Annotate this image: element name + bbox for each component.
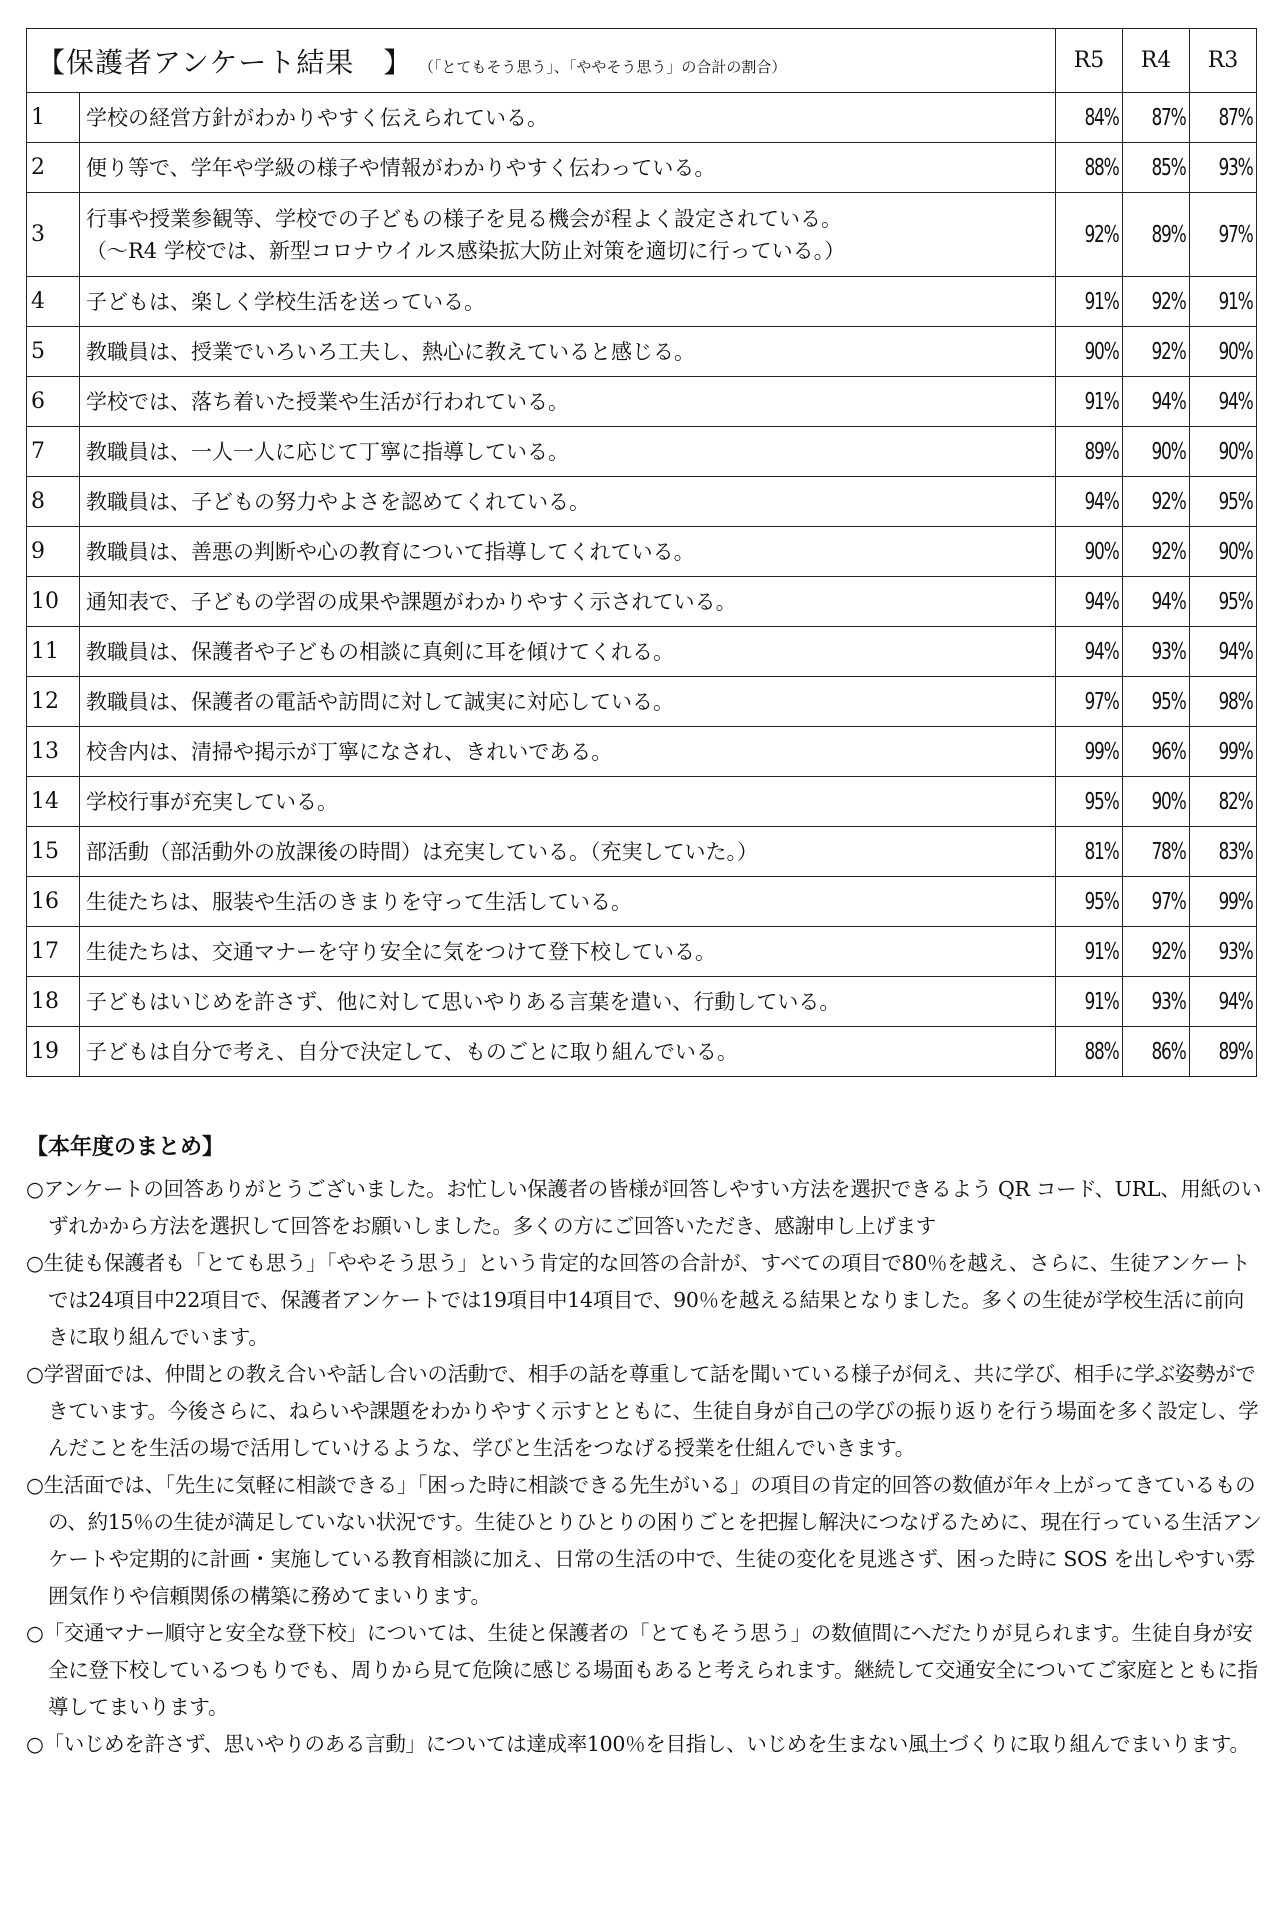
value-r3 (1190, 927, 1257, 977)
value-r3 (1190, 277, 1257, 327)
value-r4 (1123, 143, 1190, 193)
value-r4 (1123, 577, 1190, 627)
table-row (27, 93, 1257, 143)
value-r5 (1056, 777, 1123, 827)
value-r3 (1190, 777, 1257, 827)
question-line: 学校の経営方針がわかりやすく伝えられている。 (86, 105, 548, 130)
value-r5 (1056, 427, 1123, 477)
percent-value: 99% (1217, 888, 1252, 915)
question-text (80, 277, 1056, 327)
value-r5 (1056, 277, 1123, 327)
summary-item: ○生徒も保護者も「とても思う」「ややそう思う」という肯定的な回答の合計が、すべての項目で80％を越え、さらに、生徒アンケートでは24項目中22項目で、保護者アンケートでは19項目中14項目で、90％を越える結果となりました。多くの生徒が学校生活に前向きに取り組んでいます。 (26, 1251, 1251, 1349)
value-r5 (1056, 1027, 1123, 1077)
question-text (80, 877, 1056, 927)
percent-value: 90% (1217, 438, 1252, 465)
table-row (27, 777, 1257, 827)
value-r4 (1123, 727, 1190, 777)
table-row (27, 327, 1257, 377)
table-row (27, 827, 1257, 877)
percent-value: 89% (1217, 1038, 1252, 1065)
percent-value: 97% (1083, 688, 1118, 715)
percent-value: 92% (1150, 538, 1185, 565)
question-number: 16 (27, 877, 80, 927)
value-r3 (1190, 977, 1257, 1027)
summary-item: ○学習面では、仲間との教え合いや話し合いの活動で、相手の話を尊重して話を聞いている様子が伺え、共に学び、相手に学ぶ姿勢ができています。今後さらに、ねらいや課題をわかりやすく示すとともに、生徒自身が自己の学びの振り返りを行う場面を多く設定し、学んだことを生活の場で活用していけるような、学びと生活をつなげる授業を仕組んでいきます。 (26, 1362, 1259, 1460)
percent-value: 98% (1217, 688, 1252, 715)
question-line: 部活動（部活動外の放課後の時間）は充実している。（充実していた。） (86, 839, 758, 864)
value-r4 (1123, 277, 1190, 327)
percent-value: 94% (1083, 638, 1118, 665)
table-row (27, 927, 1257, 977)
table-row (27, 977, 1257, 1027)
percent-value: 89% (1150, 221, 1185, 248)
table-row (27, 577, 1257, 627)
percent-value: 95% (1083, 788, 1118, 815)
percent-value: 97% (1150, 888, 1185, 915)
percent-value: 91% (1217, 288, 1252, 315)
question-text (80, 427, 1056, 477)
question-text (80, 627, 1056, 677)
question-number: 13 (27, 727, 80, 777)
value-r4 (1123, 927, 1190, 977)
value-r4 (1123, 193, 1190, 277)
percent-value: 94% (1083, 488, 1118, 515)
table-row (27, 627, 1257, 677)
value-r5 (1056, 327, 1123, 377)
value-r5 (1056, 527, 1123, 577)
survey-results-table (26, 28, 1257, 1077)
value-r3 (1190, 93, 1257, 143)
question-line: 教職員は、子どもの努力やよさを認めてくれている。 (86, 489, 590, 514)
value-r4 (1123, 93, 1190, 143)
question-number: 11 (27, 627, 80, 677)
question-number: 10 (27, 577, 80, 627)
percent-value: 94% (1150, 588, 1185, 615)
percent-value: 94% (1217, 638, 1252, 665)
percent-value: 95% (1150, 688, 1185, 715)
percent-value: 93% (1150, 638, 1185, 665)
percent-value: 87% (1217, 104, 1252, 131)
value-r3 (1190, 577, 1257, 627)
percent-value: 99% (1217, 738, 1252, 765)
value-r3 (1190, 377, 1257, 427)
question-line: 校舎内は、清掃や掲示が丁寧になされ、きれいである。 (86, 739, 613, 764)
question-line: （～R4 学校では、新型コロナウイルス感染拡大防止対策を適切に行っている。） (86, 238, 846, 263)
question-number: 2 (27, 143, 80, 193)
table-row (27, 477, 1257, 527)
percent-value: 83% (1217, 838, 1252, 865)
question-text (80, 143, 1056, 193)
table-row (27, 143, 1257, 193)
question-number: 8 (27, 477, 80, 527)
percent-value: 92% (1150, 338, 1185, 365)
value-r3 (1190, 877, 1257, 927)
value-r5 (1056, 677, 1123, 727)
question-line: 学校では、落ち着いた授業や生活が行われている。 (86, 389, 569, 414)
question-text (80, 777, 1056, 827)
value-r3 (1190, 143, 1257, 193)
question-number: 15 (27, 827, 80, 877)
table-row (27, 527, 1257, 577)
percent-value: 90% (1083, 338, 1118, 365)
percent-value: 85% (1150, 154, 1185, 181)
value-r3 (1190, 627, 1257, 677)
question-text (80, 377, 1056, 427)
question-line: 通知表で、子どもの学習の成果や課題がわかりやすく示されている。 (86, 589, 737, 614)
table-header-row (27, 29, 1257, 93)
question-line: 子どもはいじめを許さず、他に対して思いやりある言葉を遣い、行動している。 (86, 989, 841, 1014)
table-row (27, 277, 1257, 327)
table-note: （「とてもそう思う」、「ややそう思う」の合計の割合） (426, 57, 787, 76)
table-body (27, 93, 1257, 1077)
value-r3 (1190, 827, 1257, 877)
question-number: 19 (27, 1027, 80, 1077)
value-r3 (1190, 1027, 1257, 1077)
percent-value: 94% (1083, 588, 1118, 615)
question-text (80, 827, 1056, 877)
percent-value: 90% (1150, 438, 1185, 465)
value-r5 (1056, 727, 1123, 777)
table-row (27, 377, 1257, 427)
question-line: 教職員は、保護者や子どもの相談に真剣に耳を傾けてくれる。 (86, 639, 674, 664)
question-line: 生徒たちは、交通マナーを守り安全に気をつけて登下校している。 (86, 939, 716, 964)
year-header-r4: R4 (1123, 29, 1190, 93)
question-line: 子どもは自分で考え、自分で決定して、ものごとに取り組んでいる。 (86, 1039, 738, 1064)
question-line: 便り等で、学年や学級の様子や情報がわかりやすく伝わっている。 (86, 155, 716, 180)
question-text (80, 193, 1056, 277)
percent-value: 92% (1150, 488, 1185, 515)
question-text (80, 927, 1056, 977)
question-line: 学校行事が充実している。 (86, 789, 338, 814)
value-r4 (1123, 377, 1190, 427)
summary-section (26, 1130, 1262, 1763)
question-line: 子どもは、楽しく学校生活を送っている。 (86, 289, 485, 314)
value-r3 (1190, 327, 1257, 377)
percent-value: 91% (1083, 288, 1118, 315)
question-number: 7 (27, 427, 80, 477)
question-line: 教職員は、保護者の電話や訪問に対して誠実に対応している。 (86, 689, 674, 714)
question-text (80, 677, 1056, 727)
percent-value: 92% (1150, 938, 1185, 965)
percent-value: 90% (1217, 538, 1252, 565)
summary-title: 【本年度のまとめ】 (26, 1135, 225, 1160)
question-line: 教職員は、授業でいろいろ工夫し、熱心に教えていると感じる。 (86, 339, 695, 364)
question-number: 18 (27, 977, 80, 1027)
value-r3 (1190, 193, 1257, 277)
summary-item: ○アンケートの回答ありがとうございました。お忙しい保護者の皆様が回答しやすい方法を選択できるよう QR コード、URL、用紙のいずれかから方法を選択して回答をお願いしました。多くの方にご回答いただき、感謝申し上げます (26, 1177, 1262, 1238)
percent-value: 96% (1150, 738, 1185, 765)
question-number: 5 (27, 327, 80, 377)
year-header-r5: R5 (1056, 29, 1123, 93)
percent-value: 91% (1083, 388, 1118, 415)
value-r3 (1190, 727, 1257, 777)
question-number: 9 (27, 527, 80, 577)
table-row (27, 677, 1257, 727)
question-text (80, 577, 1056, 627)
summary-item: ○生活面では、「先生に気軽に相談できる」「困った時に相談できる先生がいる」の項目の肯定的回答の数値が年々上がってきているものの、約15％の生徒が満足していない状況です。生徒ひとりひとりの困りごとを把握し解決につなげるために、現在行っている生活アンケートや定期的に計画・実施している教育相談に加え、日常の生活の中で、生徒の変化を見逃さず、困った時に SOS を出しやすい雰囲気作りや信頼関係の構築に務めてまいります。 (26, 1473, 1262, 1608)
question-number: 1 (27, 93, 80, 143)
percent-value: 84% (1083, 104, 1118, 131)
value-r4 (1123, 1027, 1190, 1077)
percent-value: 92% (1083, 221, 1118, 248)
summary-item: ○「いじめを許さず、思いやりのある言動」については達成率100％を目指し、いじめを生まない風土づくりに取り組んでまいります。 (26, 1732, 1250, 1756)
percent-value: 97% (1217, 221, 1252, 248)
value-r4 (1123, 777, 1190, 827)
summary-item: ○「交通マナー順守と安全な登下校」については、生徒と保護者の「とてもそう思う」の数値間にへだたりが見られます。生徒自身が安全に登下校しているつもりでも、周りから見て危険に感じる場面もあると考えられます。継続して交通安全についてご家庭とともに指導してまいります。 (26, 1621, 1258, 1719)
value-r5 (1056, 927, 1123, 977)
question-line: 教職員は、一人一人に応じて丁寧に指導している。 (86, 439, 569, 464)
percent-value: 91% (1083, 938, 1118, 965)
summary-list (26, 1171, 1262, 1763)
value-r4 (1123, 427, 1190, 477)
value-r5 (1056, 627, 1123, 677)
value-r4 (1123, 627, 1190, 677)
question-number: 17 (27, 927, 80, 977)
percent-value: 93% (1217, 938, 1252, 965)
value-r5 (1056, 977, 1123, 1027)
table-row (27, 1027, 1257, 1077)
percent-value: 86% (1150, 1038, 1185, 1065)
table-row (27, 877, 1257, 927)
value-r4 (1123, 477, 1190, 527)
question-line: 生徒たちは、服装や生活のきまりを守って生活している。 (86, 889, 632, 914)
percent-value: 94% (1150, 388, 1185, 415)
percent-value: 95% (1217, 488, 1252, 515)
percent-value: 89% (1083, 438, 1118, 465)
table-title: 【保護者アンケート結果 】 (37, 45, 413, 79)
question-line: 教職員は、善悪の判断や心の教育について指導してくれている。 (86, 539, 695, 564)
value-r3 (1190, 427, 1257, 477)
percent-value: 88% (1083, 154, 1118, 181)
question-text (80, 1027, 1056, 1077)
value-r3 (1190, 527, 1257, 577)
question-text (80, 93, 1056, 143)
percent-value: 82% (1217, 788, 1252, 815)
value-r5 (1056, 143, 1123, 193)
question-number: 4 (27, 277, 80, 327)
value-r5 (1056, 827, 1123, 877)
value-r4 (1123, 327, 1190, 377)
percent-value: 99% (1083, 738, 1118, 765)
value-r5 (1056, 93, 1123, 143)
percent-value: 90% (1217, 338, 1252, 365)
percent-value: 95% (1083, 888, 1118, 915)
question-line: 行事や授業参観等、学校での子どもの様子を見る機会が程よく設定されている。 (86, 206, 842, 231)
percent-value: 87% (1150, 104, 1185, 131)
question-text (80, 477, 1056, 527)
percent-value: 93% (1217, 154, 1252, 181)
question-number: 12 (27, 677, 80, 727)
value-r4 (1123, 827, 1190, 877)
table-row (27, 193, 1257, 277)
percent-value: 78% (1150, 838, 1185, 865)
question-text (80, 977, 1056, 1027)
percent-value: 81% (1083, 838, 1118, 865)
question-text (80, 327, 1056, 377)
percent-value: 88% (1083, 1038, 1118, 1065)
percent-value: 93% (1150, 988, 1185, 1015)
value-r3 (1190, 477, 1257, 527)
table-row (27, 727, 1257, 777)
value-r5 (1056, 477, 1123, 527)
value-r4 (1123, 977, 1190, 1027)
value-r5 (1056, 877, 1123, 927)
percent-value: 94% (1217, 388, 1252, 415)
question-number: 6 (27, 377, 80, 427)
percent-value: 94% (1217, 988, 1252, 1015)
value-r5 (1056, 193, 1123, 277)
value-r5 (1056, 577, 1123, 627)
percent-value: 95% (1217, 588, 1252, 615)
value-r3 (1190, 677, 1257, 727)
percent-value: 90% (1150, 788, 1185, 815)
percent-value: 92% (1150, 288, 1185, 315)
percent-value: 90% (1083, 538, 1118, 565)
value-r4 (1123, 677, 1190, 727)
table-row (27, 427, 1257, 477)
year-header-r3: R3 (1190, 29, 1257, 93)
percent-value: 91% (1083, 988, 1118, 1015)
question-number: 14 (27, 777, 80, 827)
question-text (80, 727, 1056, 777)
value-r5 (1056, 377, 1123, 427)
question-number: 3 (27, 193, 80, 277)
value-r4 (1123, 527, 1190, 577)
question-text (80, 527, 1056, 577)
value-r4 (1123, 877, 1190, 927)
table-title-cell (27, 29, 1056, 93)
